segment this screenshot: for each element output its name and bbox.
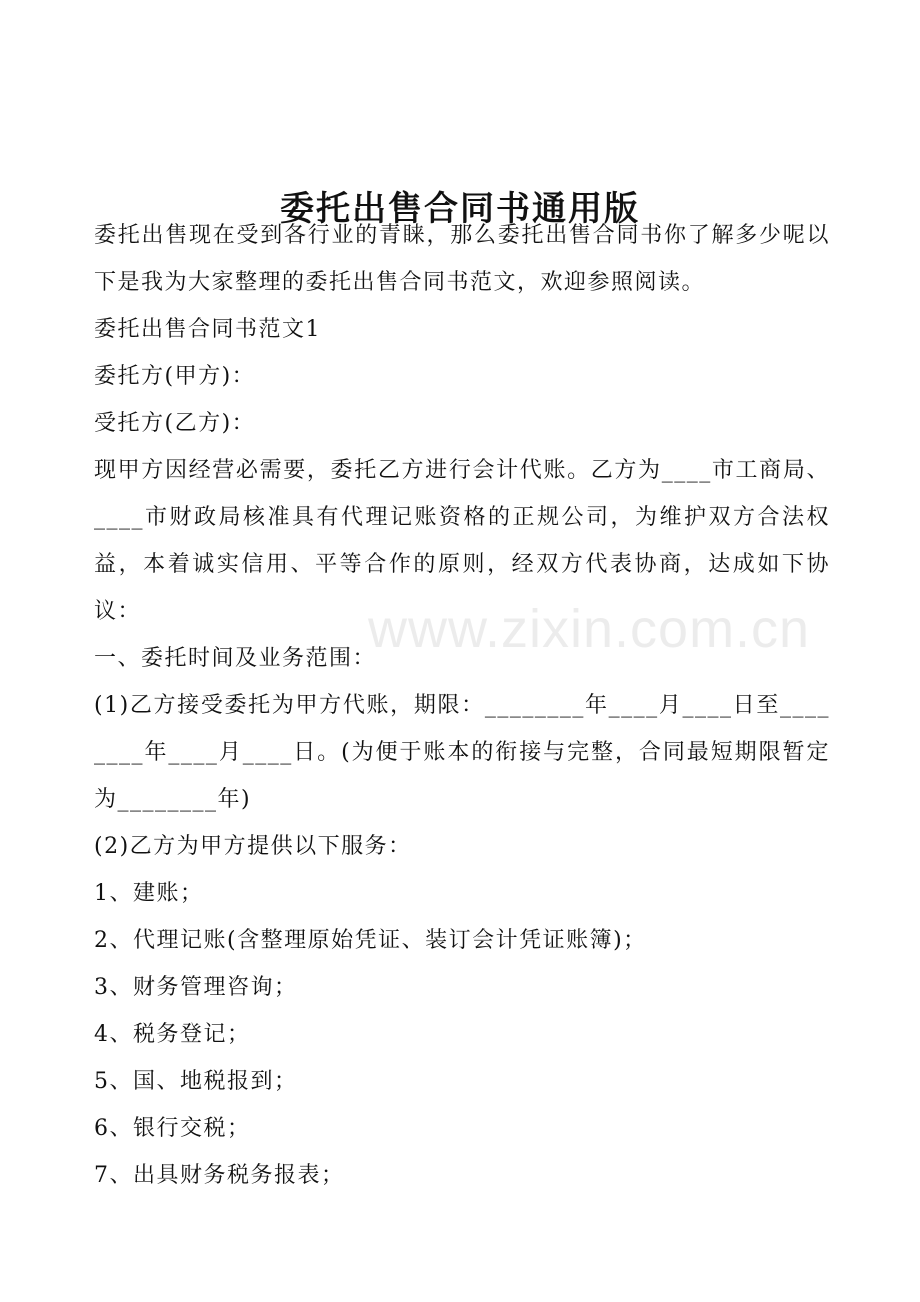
party-b-line: 受托方(乙方)： bbox=[94, 411, 256, 436]
service-item: 4、税务登记； bbox=[94, 1022, 251, 1047]
site-watermark: www.zixin.com.cn bbox=[368, 599, 811, 659]
service-item: 3、财务管理咨询； bbox=[94, 975, 298, 1000]
section-heading-scope: 一、委托时间及业务范围： bbox=[94, 646, 377, 671]
preamble-paragraph: 现甲方因经营必需要，委托乙方进行会计代账。乙方为____市工商局、____市财政局核准具有代理记账资格的正规公司，为维护双方合法权益，本着诚实信用、平等合作的原则，经双方代表协商，达成如下协议： bbox=[94, 458, 830, 624]
service-item: 7、出具财务税务报表； bbox=[94, 1163, 345, 1188]
service-item: 5、国、地税报到； bbox=[94, 1069, 298, 1094]
sample-heading: 委托出售合同书范文1 bbox=[94, 317, 321, 342]
services-intro: (2)乙方为甲方提供以下服务： bbox=[94, 834, 412, 859]
term-clause: (1)乙方接受委托为甲方代账，期限：________年____月____日至________年____月____日。(为便于账本的衔接与完整，合同最短期限暂定为________年) bbox=[94, 693, 830, 812]
service-item: 6、银行交税； bbox=[94, 1116, 251, 1141]
intro-paragraph: 委托出售现在受到各行业的青睐，那么委托出售合同书你了解多少呢以下是我为大家整理的委托出售合同书范文，欢迎参照阅读。 bbox=[94, 223, 830, 295]
service-item: 1、建账； bbox=[94, 881, 204, 906]
party-a-line: 委托方(甲方)： bbox=[94, 364, 256, 389]
document-title: 委托出售合同书通用版 bbox=[280, 188, 640, 229]
service-item: 2、代理记账(含整理原始凭证、装订会计凭证账簿)； bbox=[94, 928, 647, 953]
document-body bbox=[94, 212, 830, 1199]
